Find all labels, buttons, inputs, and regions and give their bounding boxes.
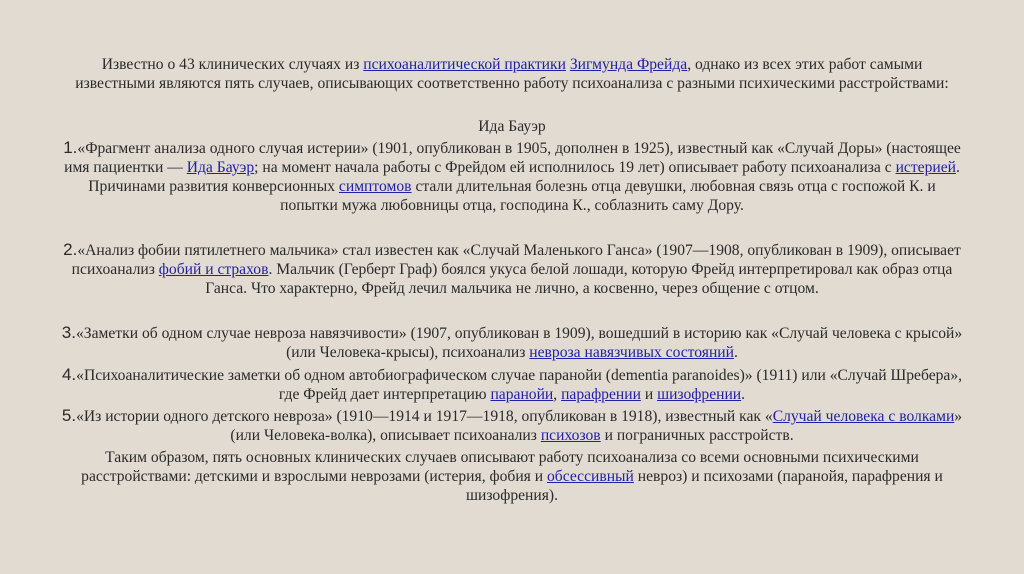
- intro-text: Известно о 43 клинических случаях из: [101, 56, 364, 73]
- conclusion-text: Таким образом, пять основных клинических случаев описывают работу психоанализа со всеми основными психическими расстройствами: детскими и взрослыми неврозами (истерия, фобия и: [81, 449, 919, 485]
- link-sigmund-freud[interactable]: Зигмунда Фрейда: [569, 56, 688, 73]
- link-obsessive-neurosis[interactable]: невроза навязчивых состояний: [529, 344, 734, 361]
- item-text: . Причинами развития конверсионных: [88, 159, 960, 195]
- item-text: и: [640, 386, 658, 403]
- item-number: 2.: [63, 240, 78, 259]
- link-paranoia[interactable]: паранойи: [490, 386, 554, 403]
- intro-text: , однако из всех этих работ самыми известными являются пять случаев, описывающих соответственно работу психоанализа с разными психическими расстройствами:: [75, 56, 949, 92]
- item-number: 5.: [61, 406, 77, 425]
- link-ida-bauer[interactable]: Ида Бауэр: [186, 159, 255, 176]
- item-text: «Психоаналитические заметки об одном автобиографическом случае паранойи (dementia paranoides)» (1911) или «Случай Шребера», где Фрейд дает интерпретацию: [76, 367, 963, 403]
- item-text: и пограничных расстройств.: [600, 427, 794, 444]
- item-text: «Заметки об одном случае невроза навязчивости» (1907, опубликован в 1909), вошедший в историю как «Случай человека с крысой» (или Человека-крысы), психоанализ: [75, 325, 963, 361]
- heading-ida-bauer: Ида Бауэр: [478, 118, 546, 135]
- conclusion-text: невроз) и психозами (паранойя, парафрения и шизофрения).: [466, 468, 943, 504]
- list-item-2: [60, 240, 964, 298]
- link-psychoses[interactable]: психозов: [540, 427, 601, 444]
- item-text: ,: [553, 386, 562, 403]
- item-text: .: [741, 386, 746, 403]
- item-number: 4.: [61, 365, 77, 384]
- item-text: стали длительная болезнь отца девушки, любовная связь отца с госпожой К. и попытки мужа любовницы отца, господина К., соблазнить саму Дору.: [280, 178, 936, 214]
- item-text: «Анализ фобии пятилетнего мальчика» стал известен как «Случай Маленького Ганса» (1907—1908, опубликован в 1909), описывает психоанализ: [71, 242, 961, 278]
- item-number: 1.: [63, 138, 78, 157]
- link-paraphrenia[interactable]: парафрении: [561, 386, 641, 403]
- item-text: . Мальчик (Герберт Граф) боялся укуса белой лошади, которую Фрейд интерпретировал как образ отца Ганса. Что характерно, Фрейд лечил мальчика не лично, а косвенно, через общение с отцом.: [205, 261, 953, 297]
- link-schizophrenia[interactable]: шизофрении: [657, 386, 742, 403]
- link-obsessive[interactable]: обсессивный: [547, 468, 634, 485]
- link-phobias-and-fears[interactable]: фобий и страхов: [158, 261, 269, 278]
- item-text: .: [734, 344, 738, 361]
- link-wolf-man-case[interactable]: Случай человека с волками: [772, 408, 955, 425]
- intro-paragraph: [60, 55, 964, 93]
- item-text: «Из истории одного детского невроза» (1910—1914 и 1917—1918, опубликован в 1918), известный как «: [76, 408, 773, 425]
- link-hysteria[interactable]: истерией: [895, 159, 956, 176]
- link-symptoms[interactable]: симптомов: [338, 178, 412, 195]
- item-text: » (или Человека-волка), описывает психоанализ: [230, 408, 963, 444]
- link-psychoanalytic-practice[interactable]: психоаналитической практики: [363, 56, 566, 73]
- item-number: 3.: [61, 323, 76, 342]
- conclusion-paragraph: [60, 448, 964, 505]
- list-item-4: [60, 365, 964, 404]
- item-text: ; на момент начала работы с Фрейдом ей исполнилось 19 лет) описывает работу психоанализа с: [254, 159, 896, 176]
- list-item-1: [60, 138, 964, 215]
- item-text: «Фрагмент анализа одного случая истерии» (1901, опубликован в 1905, дополнен в 1925), известный как «Случай Доры» (настоящее имя пациентки —: [64, 140, 961, 176]
- list-item-3: [60, 323, 964, 362]
- list-item-5: [60, 406, 964, 445]
